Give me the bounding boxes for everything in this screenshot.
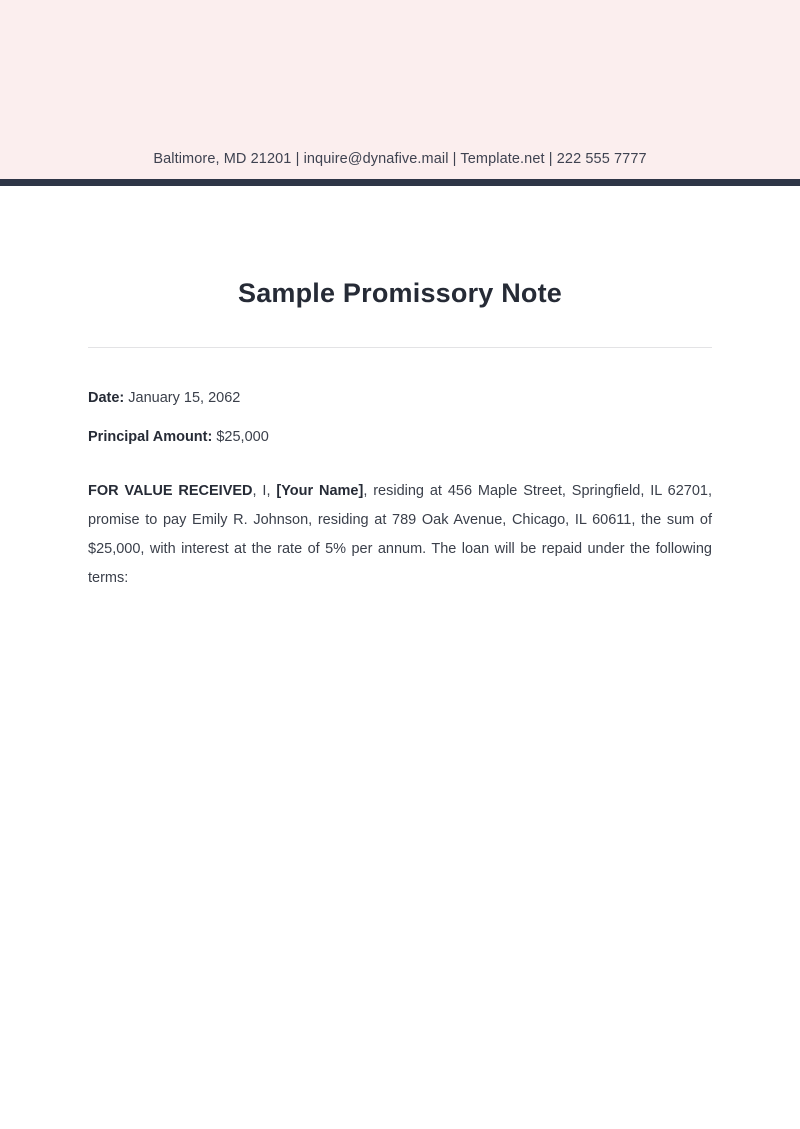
header-contact-line: Baltimore, MD 21201 | inquire@dynafive.mail | Template.net | 222 555 7777 <box>153 151 647 167</box>
page-blank-space <box>88 593 712 1023</box>
promissory-note-paragraph <box>88 477 712 593</box>
document-body <box>0 278 800 1023</box>
document-header-band <box>0 0 800 179</box>
title-divider <box>88 347 712 348</box>
meta-label-date: Date: <box>88 390 125 406</box>
meta-row-principal-amount <box>88 427 712 449</box>
paragraph-name-placeholder: [Your Name] <box>276 482 364 499</box>
paragraph-rest: , residing at 456 Maple Street, Springfield, IL 62701, promise to pay Emily R. Johnson, residing at 789 Oak Avenue, Chicago, IL 60611, the sum of $25,000, with interest at the rate of 5% per annum. The loan will be repaid under the following terms: <box>88 482 712 586</box>
meta-label-principal-amount: Principal Amount: <box>88 428 213 445</box>
meta-value-principal-amount: $25,000 <box>216 428 269 445</box>
meta-value-date: January 15, 2062 <box>128 390 241 406</box>
paragraph-after-lead: , I, <box>252 482 277 499</box>
document-meta <box>88 388 712 449</box>
meta-row-date <box>88 388 712 410</box>
page-title: Sample Promissory Note <box>237 278 562 308</box>
header-divider-rule <box>0 179 800 186</box>
paragraph-lead-phrase: FOR VALUE RECEIVED <box>88 482 253 499</box>
